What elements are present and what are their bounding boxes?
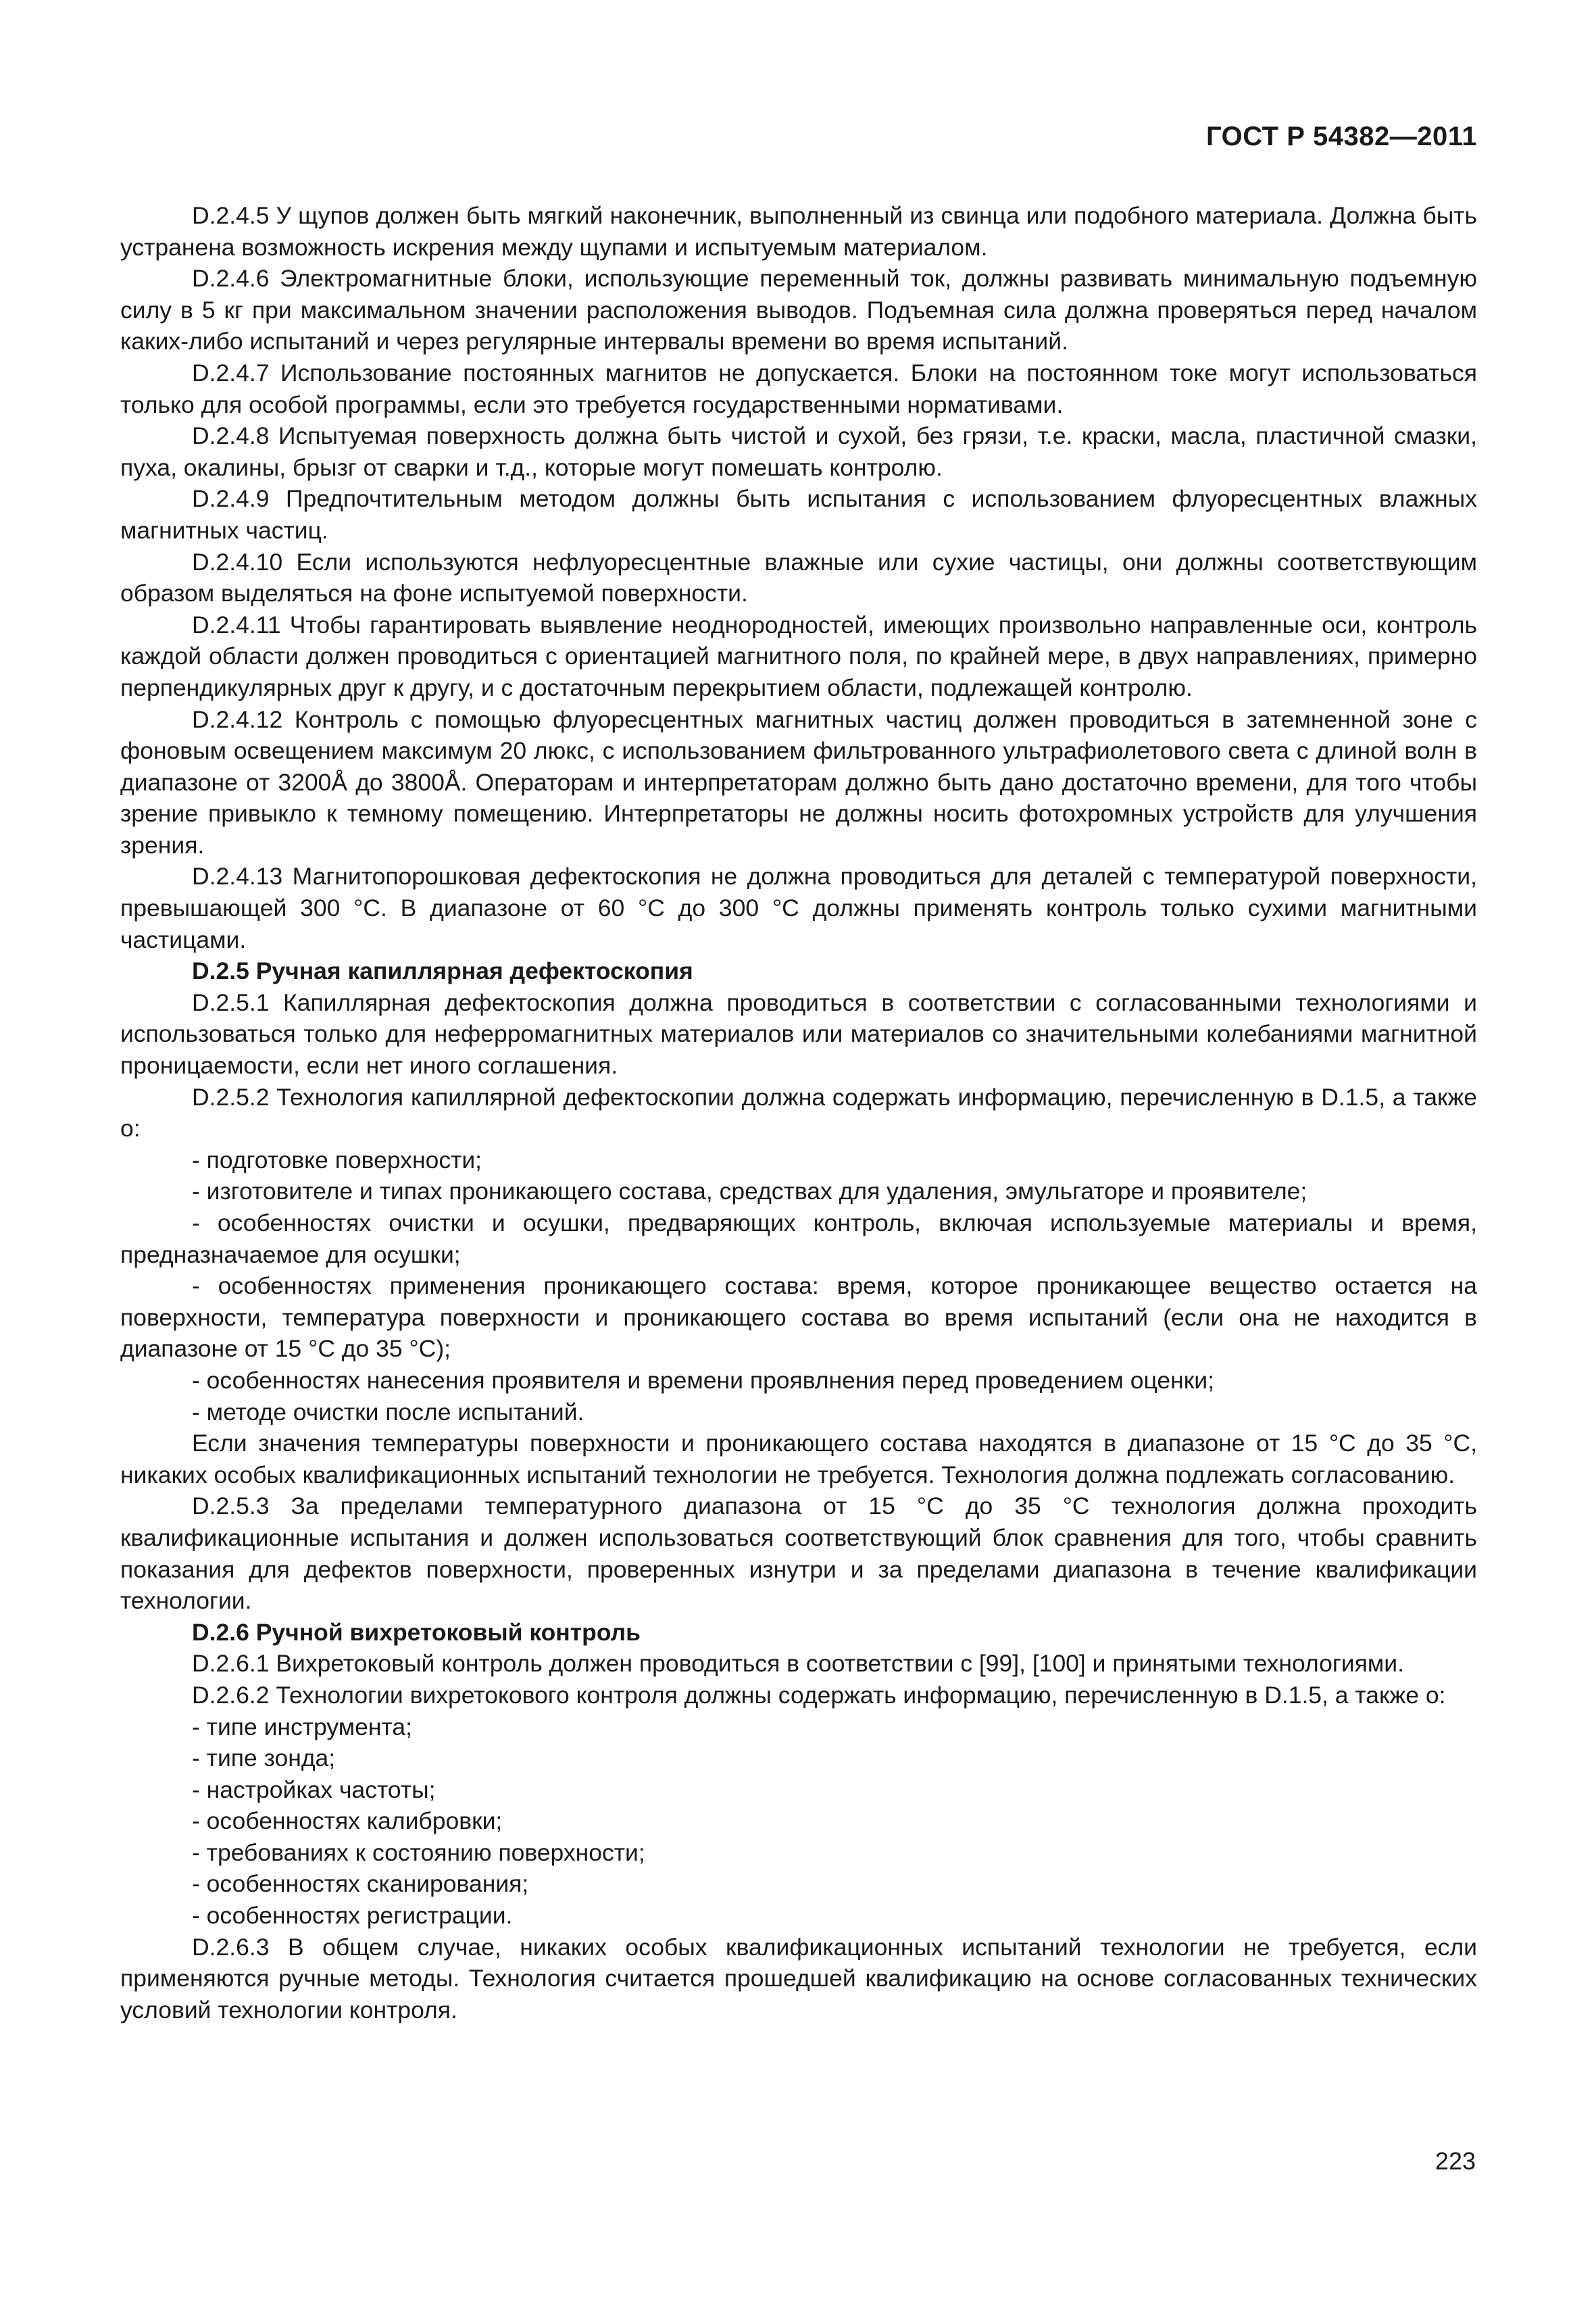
paragraph: D.2.4.9 Предпочтительным методом должны быть испытания с использованием флуоресцентных влажных магнитных частиц.	[120, 485, 1477, 544]
list-item: - типе инструмента;	[192, 1713, 412, 1740]
list-item: - особенностях регистрации.	[192, 1902, 513, 1930]
list-item: - особенностях сканирования;	[192, 1870, 529, 1898]
paragraph: D.2.4.6 Электромагнитные блоки, использующие переменный ток, должны развивать минимальную подъемную силу в 5 кг при максимальном значении расположения выводов. Подъемная сила должна проверяться перед началом каких-либо испытаний и через регулярные интервалы времени во время испытаний.	[120, 265, 1477, 355]
list-item: - методе очистки после испытаний.	[192, 1398, 584, 1426]
paragraph: D.2.4.8 Испытуемая поверхность должна быть чистой и сухой, без грязи, т.е. краски, масла, пластичной смазки, пуха, окалины, брызг от сварки и т.д., которые могут помешать контролю.	[120, 422, 1477, 481]
list-item: - типе зонда;	[192, 1744, 336, 1772]
paragraph: D.2.6.1 Вихретоковый контроль должен проводиться в соответствии с [99], [100] и принятыми технологиями.	[192, 1650, 1404, 1678]
section-heading: D.2.6 Ручной вихретоковый контроль	[192, 1618, 641, 1646]
list-item: - особенностях очистки и осушки, предваряющих контроль, включая используемые материалы и время, предназначаемое для осушки;	[120, 1209, 1477, 1268]
paragraph: D.2.4.10 Если используются нефлуоресцентные влажные или сухие частицы, они должны соответствующим образом выделяться на фоне испытуемой поверхности.	[120, 548, 1477, 607]
paragraph: D.2.4.11 Чтобы гарантировать выявление неоднородностей, имеющих произвольно направленные оси, контроль каждой области должен проводиться с ориентацией магнитного поля, по крайней мере, в двух направлениях, примерно перпендикулярных друг к другу, и с достаточным перекрытием области, подлежащей контролю.	[120, 611, 1477, 701]
section-heading: D.2.5 Ручная капиллярная дефектоскопия	[192, 957, 693, 985]
list-item: - изготовителе и типах проникающего состава, средствах для удаления, эмульгаторе и проявителе;	[192, 1178, 1307, 1205]
page-number: 223	[1435, 2147, 1476, 2175]
list-item: - настройках частоты;	[192, 1776, 436, 1803]
list-item: - требованиях к состоянию поверхности;	[192, 1838, 645, 1866]
paragraph: D.2.4.5 У щупов должен быть мягкий наконечник, выполненный из свинца или подобного материала. Должна быть устранена возможность искрения между щупами и испытуемым материалом.	[120, 202, 1477, 261]
paragraph: Если значения температуры поверхности и проникающего состава находятся в диапазоне от 15 °С до 35 °С, никаких особых квалификационных испытаний технологии не требуется. Технология должна подлежать согласованию.	[120, 1430, 1477, 1488]
list-item: - подготовке поверхности;	[192, 1146, 482, 1174]
paragraph: D.2.5.3 За пределами температурного диапазона от 15 °С до 35 °С технология должна проходить квалификационные испытания и должен использоваться соответствующий блок сравнения для того, чтобы сравнить показания для дефектов поверхности, проверенных изнутри и за пределами диапазона в течение квалификации технологии.	[120, 1492, 1477, 1615]
document-body	[120, 200, 1477, 2026]
paragraph: D.2.5.1 Капиллярная дефектоскопия должна проводиться в соответствии с согласованными технологиями и использоваться только для неферромагнитных материалов или материалов со значительными колебаниями магнитной проницаемости, если нет иного соглашения.	[120, 988, 1477, 1080]
paragraph: D.2.6.2 Технологии вихретокового контроля должны содержать информацию, перечисленную в D.1.5, а также о:	[192, 1681, 1446, 1709]
list-item: - особенностях нанесения проявителя и времени проявлнения перед проведением оценки;	[192, 1366, 1214, 1394]
paragraph: D.2.6.3 В общем случае, никаких особых квалификационных испытаний технологии не требуется, если применяются ручные методы. Технология считается прошедшей квалификацию на основе согласованных технических условий технологии контроля.	[120, 1933, 1477, 2023]
paragraph: D.2.4.7 Использование постоянных магнитов не допускается. Блоки на постоянном токе могут использоваться только для особой программы, если это требуется государственными нормативами.	[120, 359, 1477, 418]
list-item: - особенностях применения проникающего состава: время, которое проникающее вещество остается на поверхности, температура поверхности и проникающего состава во время испытаний (если она не находится в диапазоне от 15 °С до 35 °С);	[120, 1272, 1477, 1363]
paragraph: D.2.5.2 Технология капиллярной дефектоскопии должна содержать информацию, перечисленную в D.1.5, а также о:	[120, 1083, 1477, 1142]
paragraph: D.2.4.12 Контроль с помощью флуоресцентных магнитных частиц должен проводиться в затемненной зоне с фоновым освещением максимум 20 люкс, с использованием фильтрованного ультрафиолетового света с длиной волн в диапазоне от 3200Å до 3800Å. Операторам и интерпретаторам должно быть дано достаточно времени, для того чтобы зрение привыкло к темному помещению. Интерпретаторы не должны носить фотохромных устройств для улучшения зрения.	[120, 705, 1477, 859]
document-header: ГОСТ Р 54382—2011	[1206, 122, 1477, 151]
paragraph: D.2.4.13 Магнитопорошковая дефектоскопия не должна проводиться для деталей с температурой поверхности, превышающей 300 °С. В диапазоне от 60 °С до 300 °С должны применять контроль только сухими магнитными частицами.	[120, 863, 1477, 953]
list-item: - особенностях калибровки;	[192, 1807, 503, 1835]
